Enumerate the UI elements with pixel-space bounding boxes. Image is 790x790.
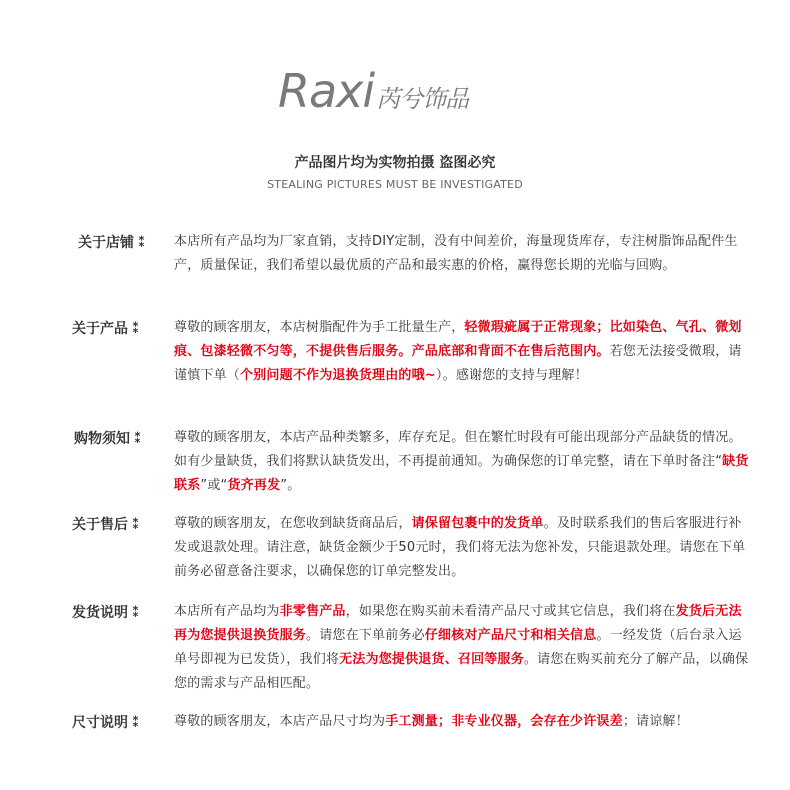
- highlight-text: 缺货联系: [174, 454, 749, 493]
- body-text: ”或“: [200, 478, 228, 493]
- body-text: 若您无法接受微瑕，请谨慎下单（: [174, 344, 742, 383]
- body-text: ”。: [280, 478, 301, 493]
- page-title: 产品图片均为实物拍摄 盗图必究: [294, 155, 496, 171]
- body-text: 。请您在购买前充分了解产品，以确保您的需求与产品相匹配。: [174, 652, 749, 691]
- highlight-text: 请保留包裹中的发货单: [411, 516, 544, 531]
- highlight-text: 无法为您提供退货、召回等服务: [339, 652, 524, 667]
- section-content: [174, 512, 754, 584]
- body-text: 尊敬的顾客朋友，本店产品种类繁多，库存充足。但在繁忙时段有可能出现部分产品缺货的情况。如有少量缺货，我们将默认缺货发出，不再提前通知。为确保您的订单完整，请在下单时备注“: [174, 430, 742, 469]
- body-text: 。及时联系我们的售后客服进行补发或退款处理。请注意，缺货金额少于50元时，我们将无法为您补发，只能退款处理。请您在下单前务必留意备注要求，以确保您的订单完整发出。: [174, 516, 746, 579]
- body-text: 。一经发货（后台录入运单号即视为已发货），我们将: [174, 628, 742, 667]
- logo-chinese-text: 芮兮饰品: [376, 85, 469, 113]
- section-label: 关于售后 ⁑: [72, 517, 140, 533]
- body-text: ）。感谢您的支持与理解！: [435, 368, 588, 383]
- body-text: 尊敬的顾客朋友，在您收到缺货商品后，: [174, 516, 412, 531]
- section-content: [174, 710, 754, 734]
- body-text: 尊敬的顾客朋友，本店树脂配件为手工批量生产，: [174, 320, 465, 335]
- highlight-text: 手工测量；非专业仪器，会存在少许误差: [385, 714, 623, 729]
- section-label: 发货说明 ⁑: [72, 605, 140, 621]
- highlight-text: 个别问题不作为退换货理由的哦~: [240, 368, 436, 383]
- section-content: [174, 230, 754, 278]
- section-label: 尺寸说明 ⁑: [72, 715, 140, 731]
- highlight-text: 仔细核对产品尺寸和相关信息: [424, 628, 597, 643]
- section-label: 关于店铺 ⁑: [78, 235, 146, 251]
- body-text: ，如果您在购买前未看清产品尺寸或其它信息，我们将在: [345, 604, 676, 619]
- body-text: ；请谅解！: [622, 714, 689, 729]
- body-text: 本店所有产品均为厂家直销，支持DIY定制，没有中间差价，海量现货库存，专注树脂饰品配件生产，质量保证，我们希望以最优质的产品和最实惠的价格，赢得您长期的光临与回购。: [174, 234, 738, 273]
- section-content: [174, 426, 754, 498]
- section-label: 关于产品 ⁑: [72, 321, 140, 337]
- section-content: [174, 316, 754, 388]
- body-text: 本店所有产品均为: [174, 604, 280, 619]
- page-subtitle: STEALING PICTURES MUST BE INVESTIGATED: [267, 178, 523, 191]
- body-text: 尊敬的顾客朋友，本店产品尺寸均为: [174, 714, 386, 729]
- body-text: 。请您在下单前务必: [306, 628, 425, 643]
- highlight-text: 轻微瑕疵属于正常现象；比如染色、气孔、微划痕、包漆轻微不匀等，不提供售后服务。产品底部和背面不在售后范围内。: [174, 320, 742, 359]
- highlight-text: 发货后无法再为您提供退换货服务: [174, 604, 742, 643]
- brand-logo: [278, 64, 468, 118]
- highlight-text: 非零售产品: [279, 604, 346, 619]
- section-label: 购物须知 ⁑: [74, 431, 142, 447]
- logo-latin-text: Raxi: [278, 64, 375, 118]
- section-content: [174, 600, 754, 696]
- highlight-text: 货齐再发: [227, 478, 281, 493]
